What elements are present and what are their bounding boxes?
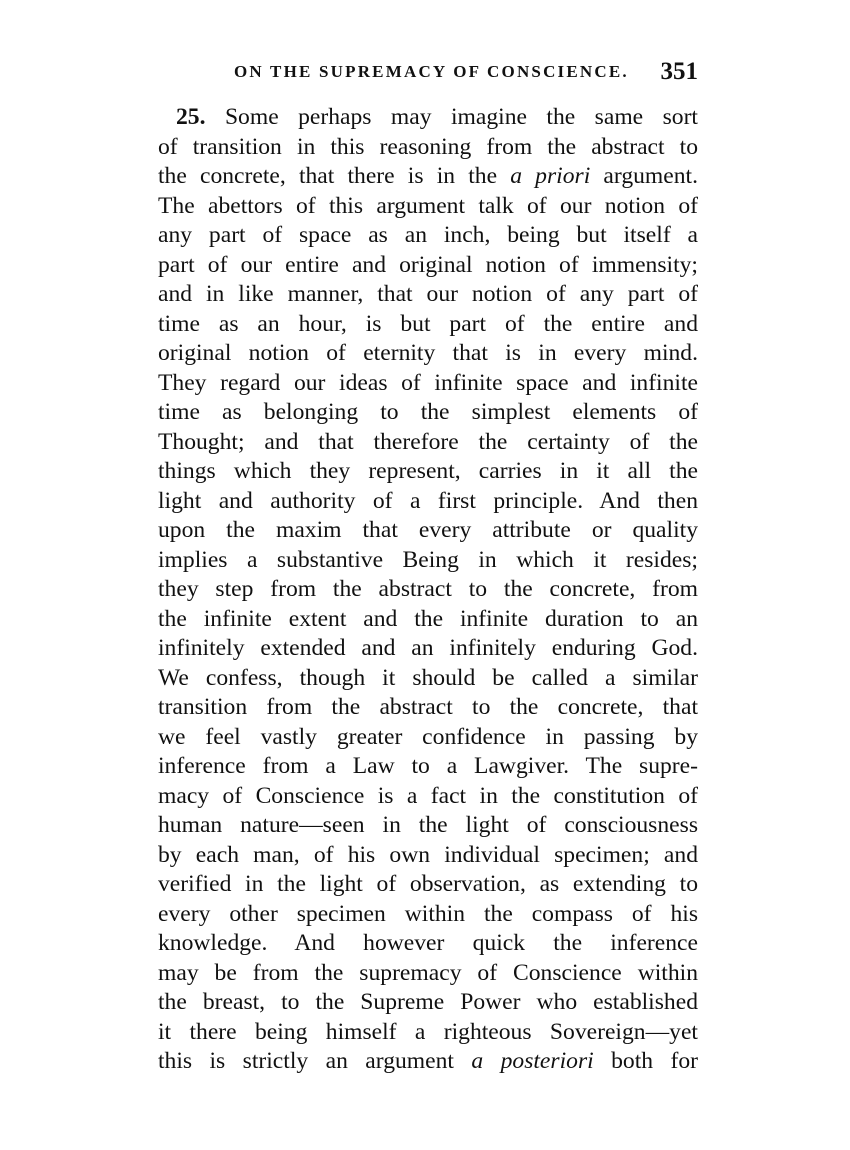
text-line xyxy=(158,280,698,310)
text-segment: and in like manner, that our notion of any part of xyxy=(158,281,698,307)
text-segment: upon the maxim that every attribute or quality xyxy=(158,517,698,543)
text-line xyxy=(158,546,698,576)
text-line xyxy=(158,929,698,959)
text-line xyxy=(158,752,698,782)
text-segment: of transition in this reasoning from the abstract to xyxy=(158,133,698,160)
text-line xyxy=(158,841,698,871)
text-segment: time as belonging to the simplest elements of xyxy=(158,399,698,425)
text-segment: the infinite extent and the infinite duration to an xyxy=(158,605,698,632)
text-line xyxy=(158,487,698,517)
text-segment: every other specimen within the compass of his xyxy=(158,900,698,927)
text-line xyxy=(158,575,698,605)
text-line xyxy=(158,428,698,458)
text-line xyxy=(158,959,698,989)
text-line xyxy=(158,988,698,1018)
text-segment: the concrete, that there is in the xyxy=(158,163,511,189)
text-line xyxy=(158,900,698,930)
text-segment: light and authority of a first principle. And then xyxy=(158,487,698,514)
text-line xyxy=(158,870,698,900)
text-segment: we feel vastly greater confidence in passing by xyxy=(158,723,698,750)
text-segment: verified in the light of observation, as extending to xyxy=(158,871,698,897)
text-segment: They regard our ideas of infinite space and infinite xyxy=(158,369,698,396)
text-line xyxy=(158,339,698,369)
text-line xyxy=(158,398,698,428)
text-segment: part of our entire and original notion of immensity; xyxy=(158,251,698,278)
text-line xyxy=(158,369,698,399)
text-line xyxy=(158,1018,698,1048)
text-segment: the breast, to the Supreme Power who established xyxy=(158,989,698,1015)
text-line xyxy=(158,251,698,281)
paragraph-number: 25. xyxy=(176,104,206,130)
italic-phrase: a priori xyxy=(510,163,591,189)
text-segment: Some perhaps may imagine the same sort xyxy=(224,104,698,130)
text-segment: Thought; and that therefore the certainty of the xyxy=(158,428,698,455)
text-line xyxy=(158,782,698,812)
text-segment: We confess, though it should be called a similar xyxy=(158,664,698,691)
text-segment: by each man, of his own individual specimen; and xyxy=(158,841,698,868)
text-segment: time as an hour, is but part of the entire and xyxy=(158,310,698,337)
text-line xyxy=(158,192,698,222)
page-number: 351 xyxy=(660,58,698,85)
text-line xyxy=(158,664,698,694)
body-text xyxy=(158,103,698,1077)
text-line xyxy=(158,221,698,251)
running-title: ON THE SUPREMACY OF CONSCIENCE. xyxy=(234,62,629,81)
text-segment: infinitely extended and an infinitely enduring God. xyxy=(158,635,698,661)
text-segment: human nature—seen in the light of consciousness xyxy=(158,812,698,838)
text-line xyxy=(158,811,698,841)
text-segment: The abettors of this argument talk of our notion of xyxy=(158,192,698,219)
text-segment: any part of space as an inch, being but itself a xyxy=(158,222,698,248)
text-line xyxy=(158,1047,698,1077)
text-segment: transition from the abstract to the concrete, that xyxy=(158,694,698,720)
text-line xyxy=(158,310,698,340)
text-line xyxy=(158,103,698,133)
text-line xyxy=(158,723,698,753)
running-head xyxy=(158,58,698,90)
text-segment: macy of Conscience is a fact in the constitution of xyxy=(158,782,698,809)
text-segment: original notion of eternity that is in every mind. xyxy=(158,340,698,366)
text-segment: things which they represent, carries in it all the xyxy=(158,458,698,484)
text-line xyxy=(158,634,698,664)
italic-phrase: a posteriori xyxy=(471,1048,594,1074)
text-line xyxy=(158,605,698,635)
text-segment: argument. xyxy=(590,163,698,189)
text-line xyxy=(158,457,698,487)
text-segment: this is strictly an argument xyxy=(158,1048,472,1074)
text-line xyxy=(158,693,698,723)
text-line xyxy=(158,162,698,192)
text-segment: they step from the abstract to the concrete, from xyxy=(158,576,698,602)
text-segment: inference from a Law to a Lawgiver. The supre- xyxy=(158,753,698,779)
text-segment: implies a substantive Being in which it resides; xyxy=(158,546,698,573)
text-segment: it there being himself a righteous Sovereign—yet xyxy=(158,1018,698,1045)
text-line xyxy=(158,516,698,546)
text-segment: may be from the supremacy of Conscience within xyxy=(158,959,698,986)
text-segment: both for xyxy=(593,1048,698,1074)
text-line xyxy=(158,133,698,163)
text-segment: knowledge. And however quick the inference xyxy=(158,930,698,956)
